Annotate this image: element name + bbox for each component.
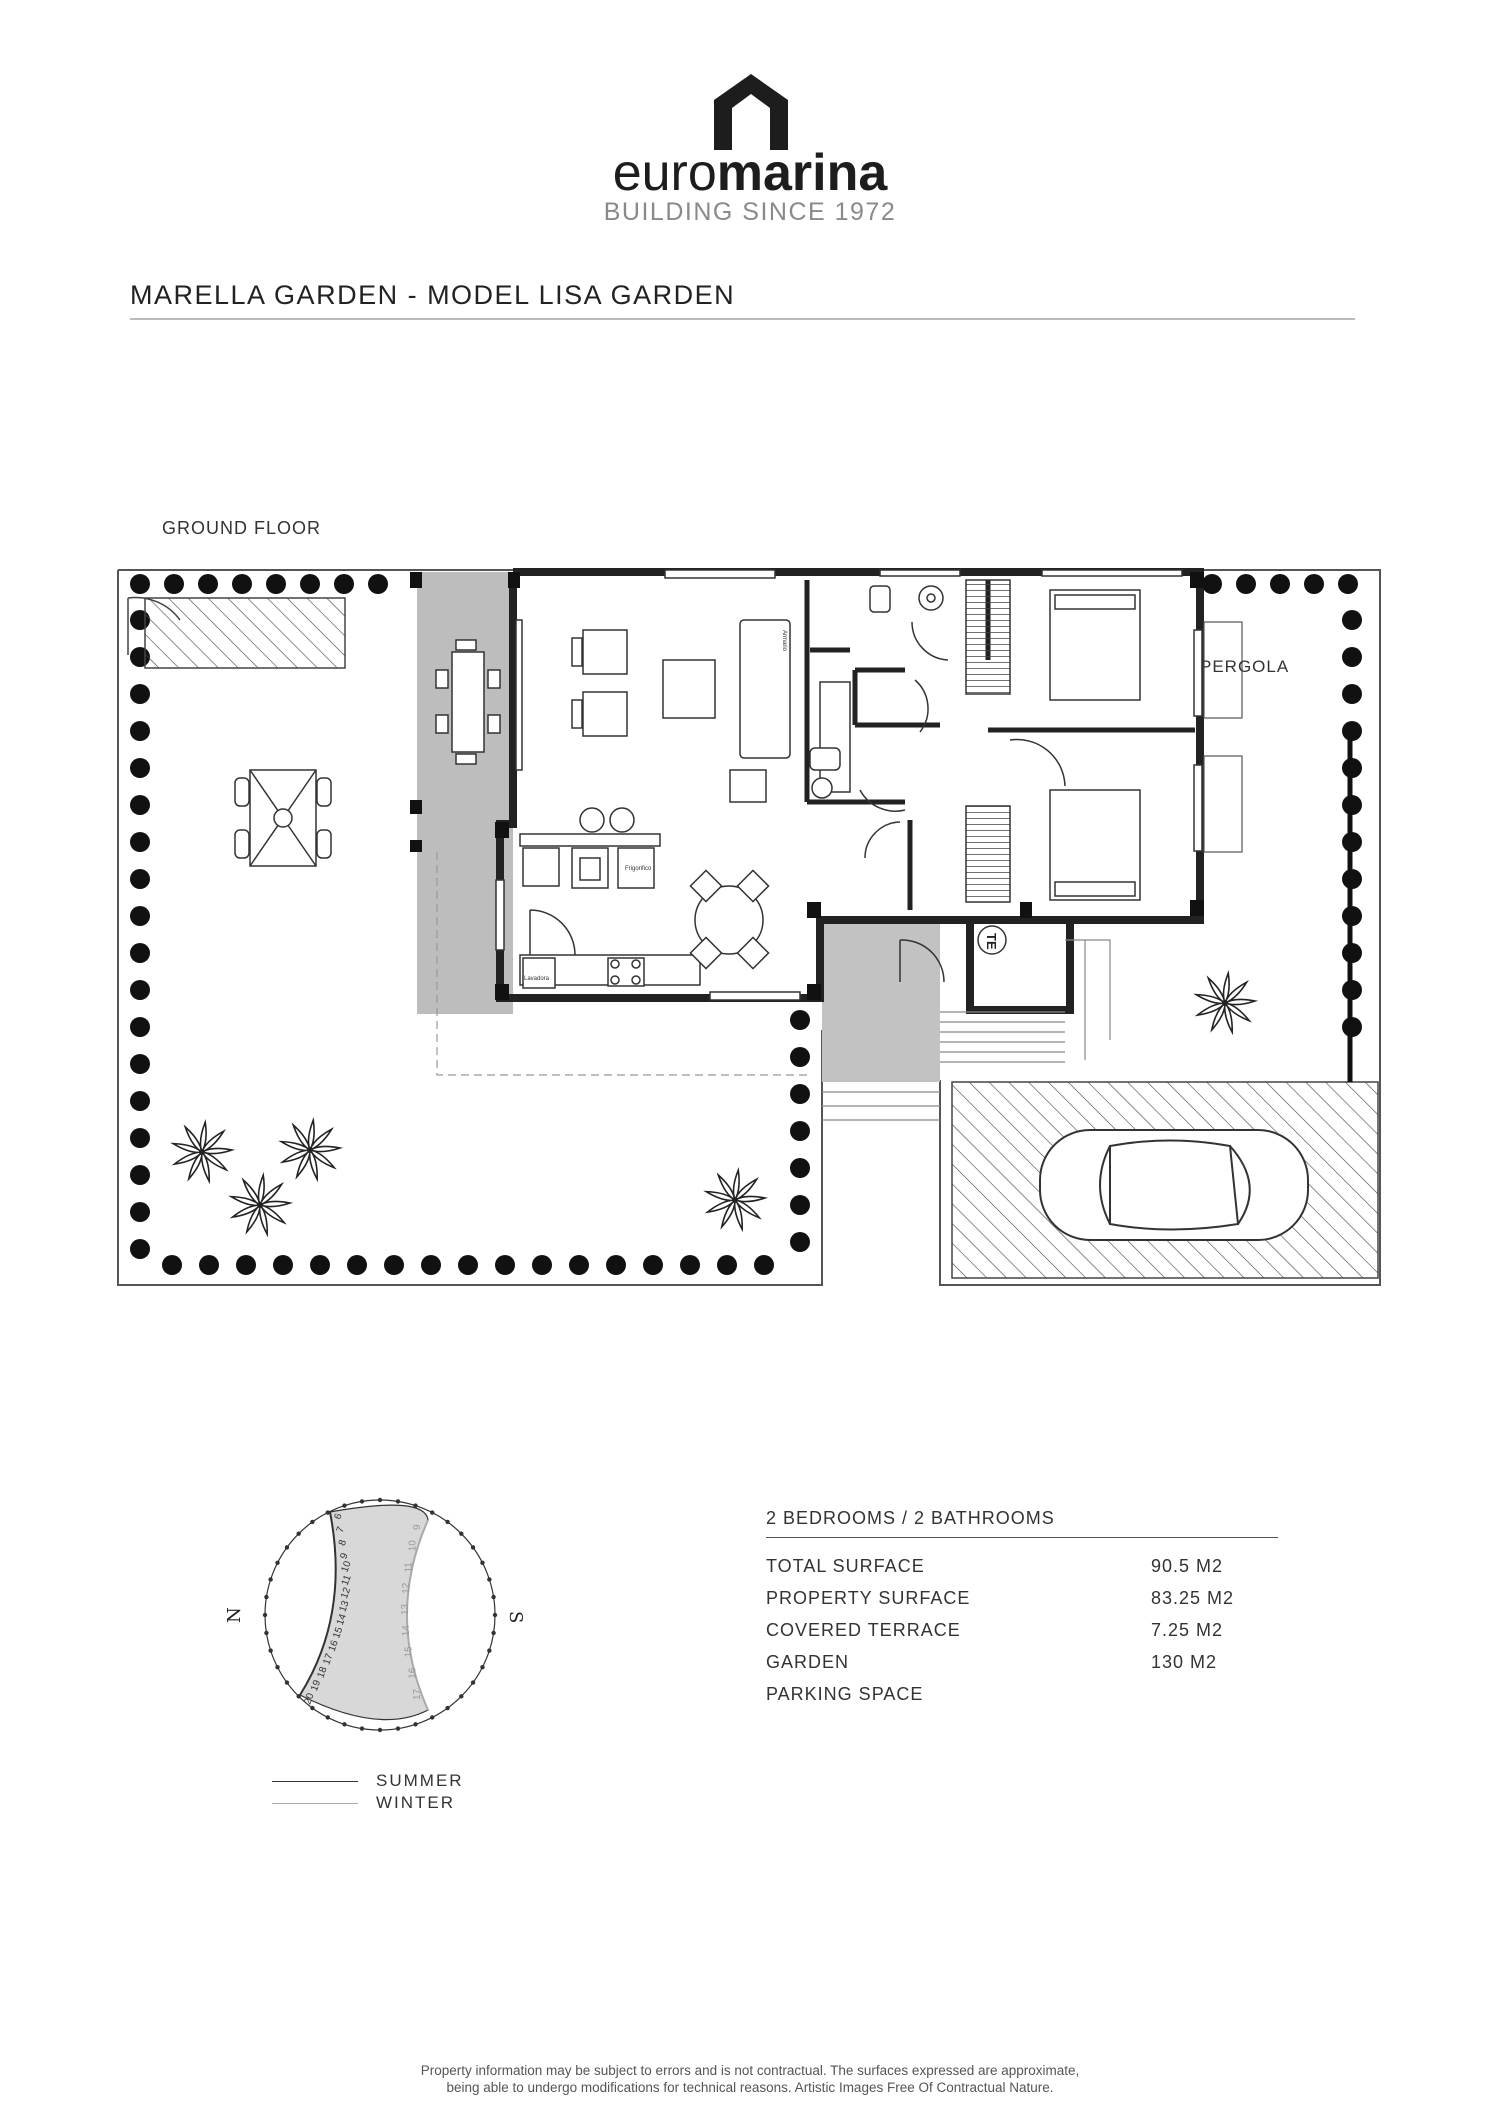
- hedge-dot: [130, 980, 150, 1000]
- sun-tick: [480, 1561, 484, 1565]
- spec-label: TOTAL SURFACE: [766, 1555, 925, 1576]
- spec-label: PROPERTY SURFACE: [766, 1587, 971, 1608]
- wardrobe-label: Armario: [781, 630, 787, 652]
- sun-tick: [413, 1722, 417, 1726]
- hedge-dot: [130, 1091, 150, 1111]
- palm-icon: [1196, 973, 1255, 1033]
- hedge-dot: [130, 943, 150, 963]
- hedge-dot: [162, 1255, 182, 1275]
- sun-tick: [493, 1613, 497, 1617]
- winter-hour-label: 10: [407, 1540, 419, 1552]
- hedge-dot: [1304, 574, 1324, 594]
- dining-table: [690, 870, 768, 968]
- winter-label: WINTER: [376, 1793, 456, 1812]
- sun-tick: [296, 1531, 300, 1535]
- disclaimer: [0, 2062, 1500, 2096]
- hedge-dot: [1342, 684, 1362, 704]
- spec-row: [766, 1550, 1278, 1582]
- disclaimer-line-2: being able to undergo modifications for technical reasons. Artistic Images Free Of Contractual Nature.: [446, 2080, 1054, 2095]
- hedge-dot: [790, 1047, 810, 1067]
- hedge-dot: [1342, 610, 1362, 630]
- summer-hour-label: 6: [332, 1512, 345, 1522]
- spec-label: PARKING SPACE: [766, 1683, 924, 1704]
- sun-tick: [275, 1561, 279, 1565]
- sun-tick: [268, 1648, 272, 1652]
- palm-icon: [231, 1175, 290, 1235]
- sun-tick: [264, 1631, 268, 1635]
- specs-table: [766, 1508, 1278, 1710]
- sun-tick: [396, 1499, 400, 1503]
- palm-icon: [173, 1122, 232, 1182]
- hedge-dot: [1342, 647, 1362, 667]
- summer-hour-label: 12: [339, 1586, 354, 1601]
- spec-row: [766, 1678, 1278, 1710]
- spec-value: 7.25 M2: [1151, 1619, 1224, 1640]
- summer-hour-label: 14: [334, 1612, 349, 1627]
- north-label: N: [224, 1607, 245, 1623]
- hedge-dot: [232, 574, 252, 594]
- hedge-dot: [130, 1017, 150, 1037]
- hedge-dot: [300, 574, 320, 594]
- hedge-dot: [384, 1255, 404, 1275]
- hedge-dot: [680, 1255, 700, 1275]
- hedge-dot: [1270, 574, 1290, 594]
- hedge-dot: [130, 906, 150, 926]
- sun-tick: [326, 1715, 330, 1719]
- hedge-dot: [266, 574, 286, 594]
- summer-hour-label: 20: [302, 1691, 317, 1707]
- hedge-dot: [130, 758, 150, 778]
- summer-hour-label: 13: [337, 1599, 352, 1614]
- sun-tick: [491, 1595, 495, 1599]
- south-label: S: [505, 1611, 526, 1624]
- spec-label: COVERED TERRACE: [766, 1619, 961, 1640]
- hedge-dot: [643, 1255, 663, 1275]
- hedge-dot: [199, 1255, 219, 1275]
- winter-hour-label: 14: [400, 1625, 412, 1637]
- sun-path-art: [263, 1498, 497, 1732]
- floor-plan: [110, 560, 1390, 1300]
- hedge-dot: [421, 1255, 441, 1275]
- sun-tick: [396, 1726, 400, 1730]
- title-divider: [130, 318, 1355, 320]
- sun-legend: [272, 1770, 464, 1814]
- kitchen: [520, 834, 700, 988]
- sun-tick: [491, 1631, 495, 1635]
- pergola-label: PERGOLA: [1200, 657, 1290, 676]
- winter-hour-label: 11: [403, 1562, 415, 1573]
- summer-hour-label: 18: [315, 1665, 330, 1680]
- hedge-dot: [790, 1121, 810, 1141]
- sun-tick: [430, 1715, 434, 1719]
- summer-hour-label: 8: [336, 1538, 350, 1548]
- hedge-dot: [754, 1255, 774, 1275]
- brand-name: [0, 143, 1500, 203]
- sun-tick: [268, 1577, 272, 1581]
- summer-hour-label: 10: [339, 1559, 354, 1574]
- hedge-dot: [273, 1255, 293, 1275]
- brand-name-bold: marina: [716, 144, 888, 202]
- hedge-dot: [130, 1054, 150, 1074]
- spec-row: [766, 1646, 1278, 1678]
- specs-heading: 2 BEDROOMS / 2 BATHROOMS: [766, 1508, 1278, 1538]
- hatched-terrace: [145, 598, 345, 668]
- hedge-dot: [130, 1128, 150, 1148]
- palm-icon: [706, 1170, 765, 1230]
- spec-label: GARDEN: [766, 1651, 850, 1672]
- spec-row: [766, 1582, 1278, 1614]
- hedge-dot: [334, 574, 354, 594]
- hedge-dot: [790, 1158, 810, 1178]
- stairs-mark-label: TE: [984, 933, 999, 950]
- sun-tick: [360, 1726, 364, 1730]
- hedge-dot: [606, 1255, 626, 1275]
- sun-tick: [360, 1499, 364, 1503]
- sun-tick: [378, 1728, 382, 1732]
- hedge-dot: [790, 1232, 810, 1252]
- winter-hour-label: 13: [400, 1603, 411, 1615]
- sun-tick: [285, 1680, 289, 1684]
- sun-tick: [459, 1694, 463, 1698]
- brand-name-light: euro: [612, 144, 717, 202]
- hedge-dot: [347, 1255, 367, 1275]
- hedge-dot: [130, 795, 150, 815]
- hedge-dot: [130, 574, 150, 594]
- house-icon: [712, 72, 790, 152]
- hedge-dot: [130, 1239, 150, 1259]
- spec-value: 90.5 M2: [1151, 1555, 1224, 1576]
- living-furniture: [572, 620, 790, 832]
- hedge-dot: [790, 1010, 810, 1030]
- summer-hour-label: 9: [338, 1551, 351, 1561]
- legend-summer: [272, 1770, 464, 1792]
- fridge-label: Frigorifico: [625, 866, 652, 872]
- winter-hour-label: 9: [412, 1524, 423, 1530]
- hedge-dot: [1236, 574, 1256, 594]
- sun-tick: [445, 1520, 449, 1524]
- hedge-dot: [198, 574, 218, 594]
- hedge-dot: [130, 1165, 150, 1185]
- hedge-dot: [532, 1255, 552, 1275]
- entrance-porch: [822, 922, 940, 1082]
- sun-tick: [310, 1520, 314, 1524]
- sun-tick: [430, 1510, 434, 1514]
- winter-hour-label: 12: [400, 1582, 412, 1594]
- sun-tick: [285, 1545, 289, 1549]
- sun-tick: [471, 1680, 475, 1684]
- winter-hour-label: 17: [412, 1688, 423, 1700]
- sun-tick: [342, 1722, 346, 1726]
- disclaimer-line-1: Property information may be subject to errors and is not contractual. The surfaces expressed are approximate,: [420, 2063, 1080, 2078]
- sun-tick: [342, 1503, 346, 1507]
- sun-tick: [263, 1613, 267, 1617]
- hedge-dot: [368, 574, 388, 594]
- washer-label: Lavadora: [524, 976, 550, 982]
- summer-hour-label: 16: [326, 1638, 341, 1654]
- hedge-dot: [717, 1255, 737, 1275]
- summer-hour-label: 17: [321, 1652, 336, 1667]
- bedrooms: [966, 580, 1140, 902]
- spec-value: 83.25 M2: [1151, 1587, 1235, 1608]
- car-icon: [1040, 1130, 1308, 1240]
- hedge-dot: [569, 1255, 589, 1275]
- hedge-dot: [130, 684, 150, 704]
- hedge-dot: [130, 832, 150, 852]
- hedge-dot: [130, 1202, 150, 1222]
- summer-hour-label: 11: [339, 1573, 354, 1588]
- hedge-dot: [130, 721, 150, 741]
- hedge-dot: [1338, 574, 1358, 594]
- sun-tick: [487, 1577, 491, 1581]
- winter-hour-label: 15: [403, 1646, 415, 1658]
- hedge-dot: [1202, 574, 1222, 594]
- hedge-dot: [790, 1084, 810, 1104]
- summer-line: [272, 1781, 358, 1782]
- hedge-dot: [310, 1255, 330, 1275]
- summer-hour-label: 19: [309, 1678, 324, 1693]
- summer-hour-label: 7: [334, 1525, 348, 1535]
- sun-tick: [275, 1665, 279, 1669]
- sun-tick: [378, 1498, 382, 1502]
- palm-icon: [281, 1120, 340, 1180]
- floor-label: GROUND FLOOR: [162, 518, 322, 538]
- sun-path-diagram: [220, 1485, 540, 1755]
- sun-tick: [459, 1531, 463, 1535]
- summer-hour-label: 15: [331, 1625, 346, 1640]
- brand-tagline: BUILDING SINCE 1972: [603, 198, 897, 226]
- hedge-dot: [495, 1255, 515, 1275]
- sun-tick: [445, 1706, 449, 1710]
- hedge-dot: [1342, 721, 1362, 741]
- summer-label: SUMMER: [376, 1771, 464, 1790]
- sun-tick: [264, 1595, 268, 1599]
- hedge-dot: [236, 1255, 256, 1275]
- sun-tick: [480, 1665, 484, 1669]
- hedge-dot: [790, 1195, 810, 1215]
- sun-tick: [487, 1648, 491, 1652]
- hedge-dot: [458, 1255, 478, 1275]
- hedge-dot: [130, 869, 150, 889]
- legend-winter: [272, 1792, 464, 1814]
- bathrooms: [810, 586, 948, 811]
- hedge-dot: [164, 574, 184, 594]
- spec-row: [766, 1614, 1278, 1646]
- winter-line: [272, 1803, 358, 1804]
- page-title: MARELLA GARDEN - MODEL LISA GARDEN: [130, 280, 736, 310]
- garden-table: [235, 770, 331, 866]
- spec-value: 130 M2: [1151, 1651, 1218, 1672]
- winter-hour-label: 16: [407, 1667, 419, 1679]
- sun-tick: [471, 1545, 475, 1549]
